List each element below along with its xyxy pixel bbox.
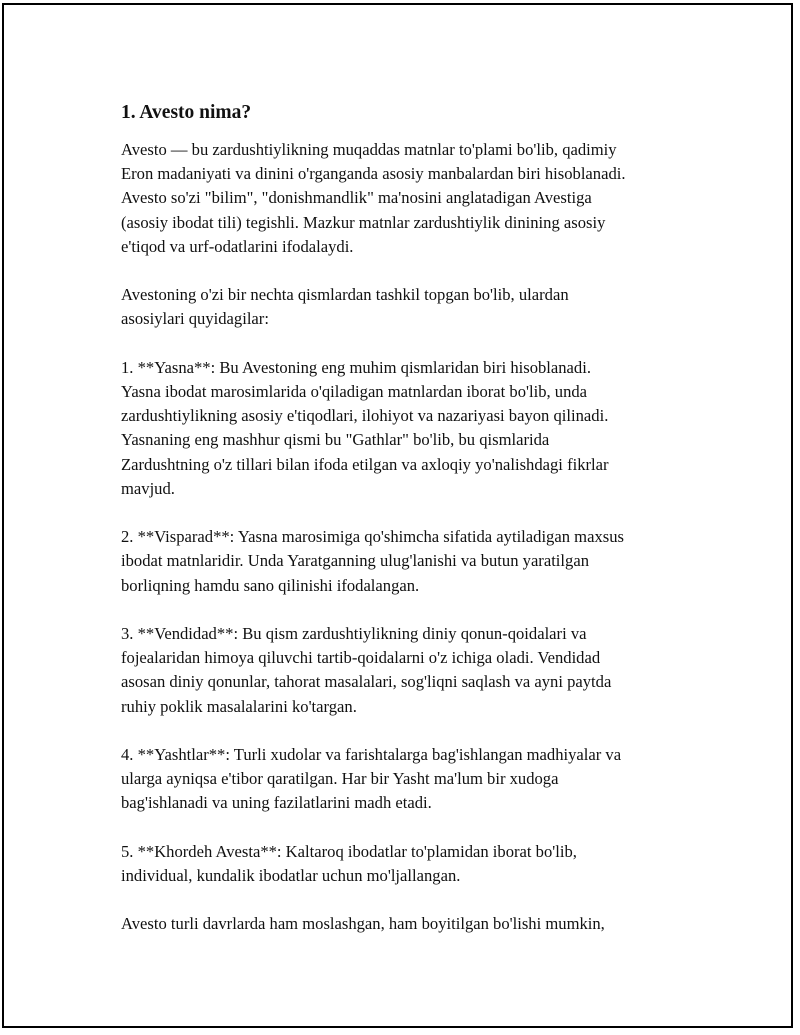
text-line: asosan diniy qonunlar, tahorat masalalari, sog'liqni saqlash va ayni paytda bbox=[121, 672, 612, 692]
text-line: mavjud. bbox=[121, 478, 175, 498]
list-item-khordeh-avesta bbox=[121, 840, 701, 888]
list-item-yashtlar bbox=[121, 743, 701, 816]
section-heading: 1. Avesto nima? bbox=[121, 102, 252, 123]
text-line: 3. **Vendidad**: Bu qism zardushtiylikning diniy qonun-qoidalari va bbox=[121, 624, 587, 643]
text-line: (asosiy ibodat tili) tegishli. Mazkur matnlar zardushtiylik dinining asosiy bbox=[121, 212, 606, 232]
document-body bbox=[121, 98, 701, 961]
text-line: ruhiy poklik masalalarini ko'targan. bbox=[121, 696, 357, 716]
text-line: 2. **Visparad**: Yasna marosimiga qo'shimcha sifatida aytiladigan maxsus bbox=[121, 527, 624, 547]
paragraph-parts-intro bbox=[121, 283, 701, 331]
text-line: 1. **Yasna**: Bu Avestoning eng muhim qismlaridan biri hisoblanadi. bbox=[121, 357, 591, 377]
text-line: e'tiqod va urf-odatlarini ifodalaydi. bbox=[121, 236, 354, 256]
text-line: Avestoning o'zi bir nechta qismlardan tashkil topgan bo'lib, ulardan bbox=[121, 285, 569, 305]
text-line: ibodat matnlaridir. Unda Yaratganning ulug'lanishi va butun yaratilgan bbox=[121, 551, 589, 571]
text-line: Yasnaning eng mashhur qismi bu "Gathlar" bo'lib, bu qismlarida bbox=[121, 430, 550, 450]
text-line: Avesto so'zi "bilim", "donishmandlik" ma'nosini anglatadigan Avestiga bbox=[121, 188, 592, 208]
text-line: bag'ishlanadi va uning fazilatlarini madh etadi. bbox=[121, 793, 432, 813]
text-line: asosiylari quyidagilar: bbox=[121, 309, 269, 329]
list-item-visparad bbox=[121, 525, 701, 598]
text-line: borliqning hamdu sano qilinishi ifodalangan. bbox=[121, 575, 420, 595]
paragraph-closing bbox=[121, 912, 701, 936]
text-line: 4. **Yashtlar**: Turli xudolar va farishtalarga bag'ishlangan madhiyalar va bbox=[121, 745, 622, 764]
text-line: Avesto turli davrlarda ham moslashgan, ham boyitilgan bo'lishi mumkin, bbox=[121, 914, 605, 934]
paragraph-intro bbox=[121, 138, 701, 259]
text-line: Eron madaniyati va dinini o'rganganda asosiy manbalardan biri hisoblanadi. bbox=[121, 164, 626, 184]
text-line: Yasna ibodat marosimlarida o'qiladigan matnlardan iborat bo'lib, unda bbox=[121, 382, 588, 401]
text-line: zardushtiylikning asosiy e'tiqodlari, ilohiyot va nazariyasi bayon qilinadi. bbox=[121, 406, 609, 426]
text-line: ularga ayniqsa e'tibor qaratilgan. Har bir Yasht ma'lum bir xudoga bbox=[121, 769, 559, 789]
list-item-yasna bbox=[121, 356, 701, 501]
text-line: fojealaridan himoya qiluvchi tartib-qoidalarni o'z ichiga oladi. Vendidad bbox=[121, 648, 601, 668]
text-line: individual, kundalik ibodatlar uchun mo'ljallangan. bbox=[121, 866, 461, 885]
text-line: Avesto — bu zardushtiylikning muqaddas matnlar to'plami bo'lib, qadimiy bbox=[121, 140, 617, 159]
text-line: Zardushtning o'z tillari bilan ifoda etilgan va axloqiy yo'nalishdagi fikrlar bbox=[121, 454, 609, 474]
text-line: 5. **Khordeh Avesta**: Kaltaroq ibodatlar to'plamidan iborat bo'lib, bbox=[121, 841, 577, 861]
list-item-vendidad bbox=[121, 622, 701, 719]
page-frame bbox=[2, 3, 793, 1028]
